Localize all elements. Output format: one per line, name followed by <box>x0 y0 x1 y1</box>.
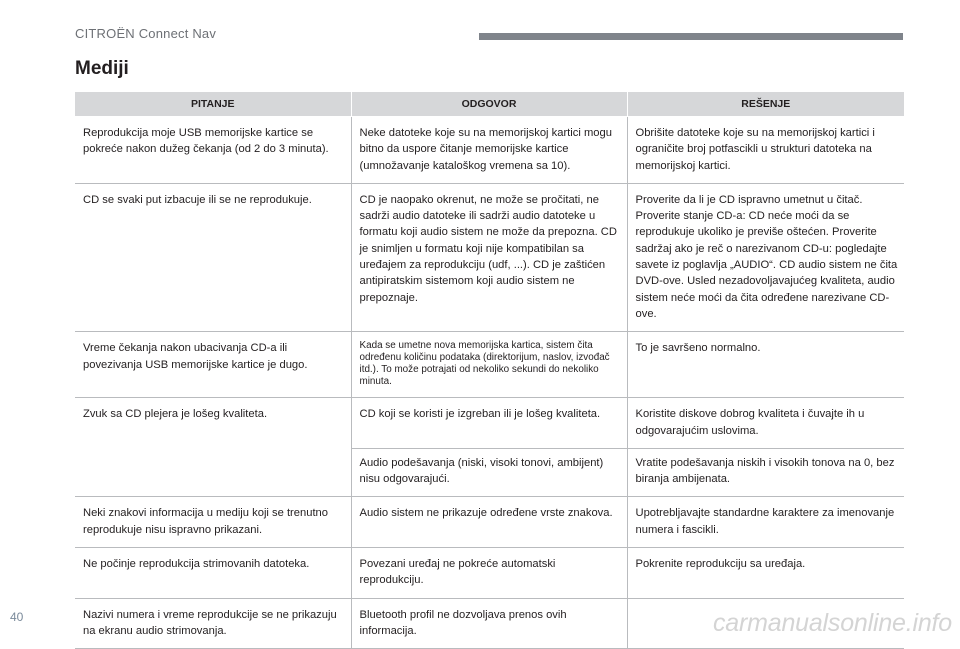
answer-cell: Kada se umetne nova memorijska kartica, sistem čita određenu količinu podataka (direktorijum, naslov, izvođač itd.). To može potrajati od nekoliko sekundi do nekoliko minuta. <box>351 332 627 398</box>
table-row <box>75 117 904 184</box>
question-cell: Zvuk sa CD plejera je lošeg kvaliteta. <box>75 398 351 497</box>
watermark: carmanualsonline.info <box>712 609 952 637</box>
solution-cell: Vratite podešavanja niskih i visokih tonova na 0, bez biranja ambijenata. <box>627 448 904 497</box>
question-cell: Neki znakovi informacija u mediju koji se trenutno reprodukuje nisu ispravno prikazani. <box>75 497 351 548</box>
troubleshooting-table <box>75 92 904 649</box>
solution-cell: To je savršeno normalno. <box>627 332 904 398</box>
answer-cell: Povezani uređaj ne pokreće automatski reprodukciju. <box>351 548 627 599</box>
brand-label: CITROËN Connect Nav <box>75 26 217 41</box>
answer-cell: Audio podešavanja (niski, visoki tonovi, ambijent) nisu odgovarajući. <box>351 448 627 497</box>
table-header-row <box>75 92 904 117</box>
question-cell: Nazivi numera i vreme reprodukcije se ne prikazuju na ekranu audio strimovanja. <box>75 598 351 649</box>
answer-cell: Bluetooth profil ne dozvoljava prenos ovih informacija. <box>351 598 627 649</box>
page-title: Mediji <box>75 58 129 79</box>
table-row <box>75 398 904 449</box>
solution-cell: Proverite da li je CD ispravno umetnut u čitač. Proverite stanje CD-a: CD neće moći da se reprodukuje ukoliko je previše oštećen. Proverite sadržaj ako je reč o narezivanom CD-u: pogledajte savete iz poglavlja „AUDIO“. CD audio sistem ne čita DVD-ove. Usled nezadovoljavajućeg kvaliteta, audio sistem neće moći da čita određene narezivane CD-ove. <box>627 183 904 331</box>
question-cell: CD se svaki put izbacuje ili se ne reprodukuje. <box>75 183 351 331</box>
table-row <box>75 183 904 331</box>
solution-cell: Upotrebljavajte standardne karaktere za imenovanje numera i fascikli. <box>627 497 904 548</box>
solution-cell: Pokrenite reprodukciju sa uređaja. <box>627 548 904 599</box>
table-row <box>75 548 904 599</box>
page-number: 40 <box>10 610 24 624</box>
answer-cell: Neke datoteke koje su na memorijskoj kartici mogu bitno da uspore čitanje memorijske kartice (umnožavanje kataloškog vremena sa 10). <box>351 117 627 184</box>
solution-cell: Obrišite datoteke koje su na memorijskoj kartici i ograničite broj potfascikli u strukturi datoteka na memorijskoj kartici. <box>627 117 904 184</box>
question-cell: Vreme čekanja nakon ubacivanja CD-a ili povezivanja USB memorijske kartice je dugo. <box>75 332 351 398</box>
answer-cell: CD je naopako okrenut, ne može se pročitati, ne sadrži audio datoteke ili sadrži audio datoteke u formatu koji audio sistem ne može da prepozna. CD je snimljen u formatu koji nije kompatibilan sa uređajem za reprodukciju (udf, ...). CD je zaštićen antipiratskim sistemom koji audio sistem ne prepoznaje. <box>351 183 627 331</box>
column-header-solution: REŠENJE <box>627 92 904 117</box>
column-header-answer: ODGOVOR <box>351 92 627 117</box>
column-header-question: PITANJE <box>75 92 351 117</box>
question-cell: Reprodukcija moje USB memorijske kartice se pokreće nakon dužeg čekanja (od 2 do 3 minuta). <box>75 117 351 184</box>
answer-cell: CD koji se koristi je izgreban ili je lošeg kvaliteta. <box>351 398 627 449</box>
table-row <box>75 497 904 548</box>
question-cell: Ne počinje reprodukcija strimovanih datoteka. <box>75 548 351 599</box>
table-row <box>75 332 904 398</box>
header-bar <box>479 33 903 40</box>
answer-cell: Audio sistem ne prikazuje određene vrste znakova. <box>351 497 627 548</box>
solution-cell: Koristite diskove dobrog kvaliteta i čuvajte ih u odgovarajućim uslovima. <box>627 398 904 449</box>
